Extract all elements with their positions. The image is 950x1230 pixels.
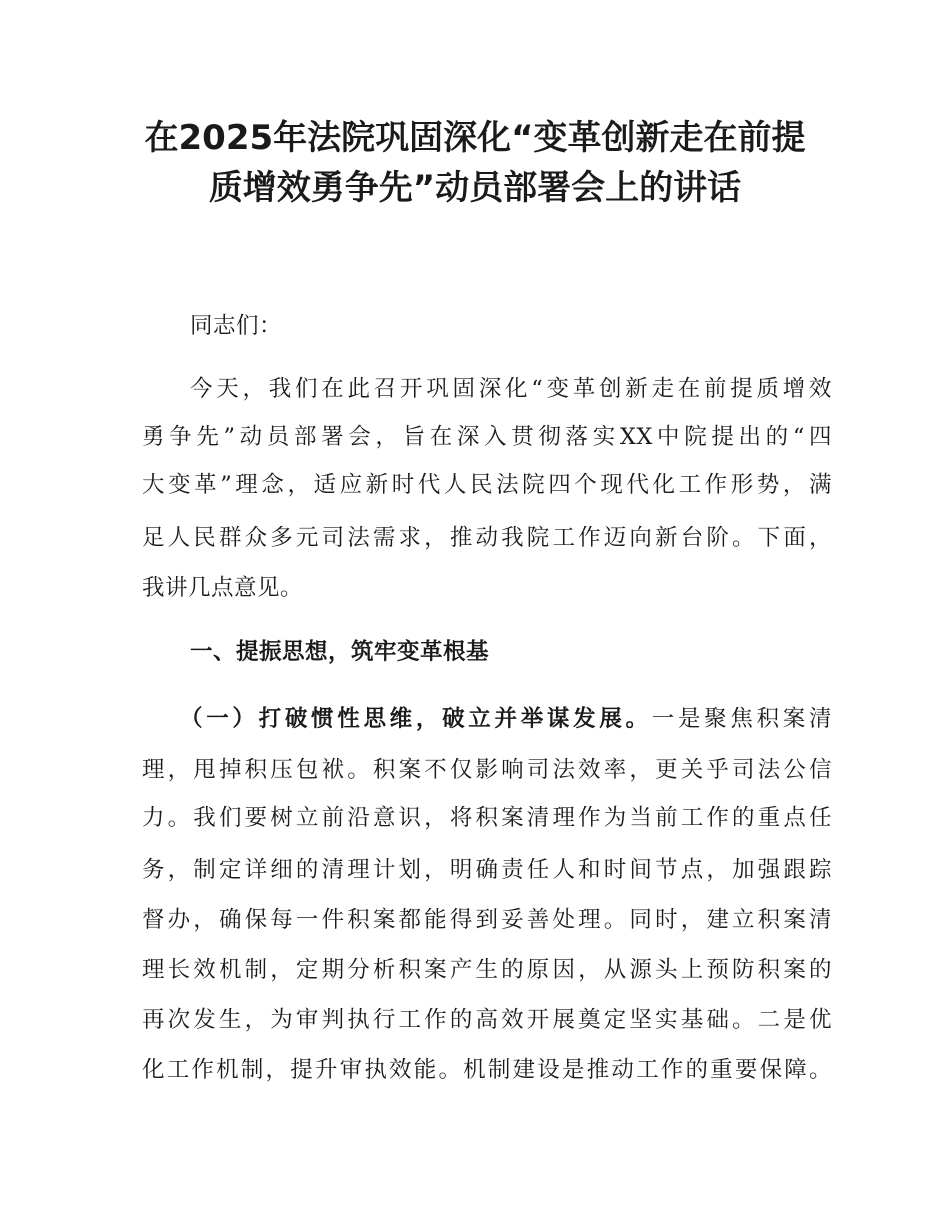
intro-line: 今天，我们在此召开巩固深化“变革创新走在前提质增效 (190, 376, 832, 402)
body-line: 力。我们要树立前沿意识，将积案清理作为当前工作的重点任 (142, 805, 832, 831)
body-line: 理长效机制，定期分析积案产生的原因，从源头上预防积案的 (142, 957, 832, 983)
intro-line: 我讲几点意见。 (142, 575, 304, 601)
salutation: 同志们： (190, 313, 283, 339)
body-line: 理，甩掉积压包袱。积案不仅影响司法效率，更关乎司法公信 (142, 757, 832, 783)
document-title-line-1: 在2025年法院巩固深化“变革创新走在前提 (144, 118, 806, 158)
body-line: 督办，确保每一件积案都能得到妥善处理。同时，建立积案清 (142, 907, 832, 933)
intro-line: 足人民群众多元司法需求，推动我院工作迈向新台阶。下面， (142, 525, 832, 551)
section-heading: 一、提振思想，筑牢变革根基 (190, 639, 490, 665)
subsection-first-line (180, 704, 832, 734)
subsection-heading: （一）打破惯性思维，破立并举谋发展。 (180, 706, 652, 732)
body-line: 化工作机制，提升审执效能。机制建设是推动工作的重要保障。 (142, 1057, 832, 1083)
intro-line: 大变革”理念，适应新时代人民法院四个现代化工作形势，满 (142, 472, 832, 498)
body-line: 务，制定详细的清理计划，明确责任人和时间节点，加强跟踪 (142, 857, 832, 883)
document-title-line-2: 质增效勇争先”动员部署会上的讲话 (208, 168, 742, 208)
body-line: 再次发生，为审判执行工作的高效开展奠定坚实基础。二是优 (142, 1007, 832, 1033)
subsection-first-line-rest: 一是聚焦积案清 (651, 706, 832, 732)
intro-line: 勇争先”动员部署会，旨在深入贯彻落实XX中院提出的“四 (142, 424, 832, 450)
